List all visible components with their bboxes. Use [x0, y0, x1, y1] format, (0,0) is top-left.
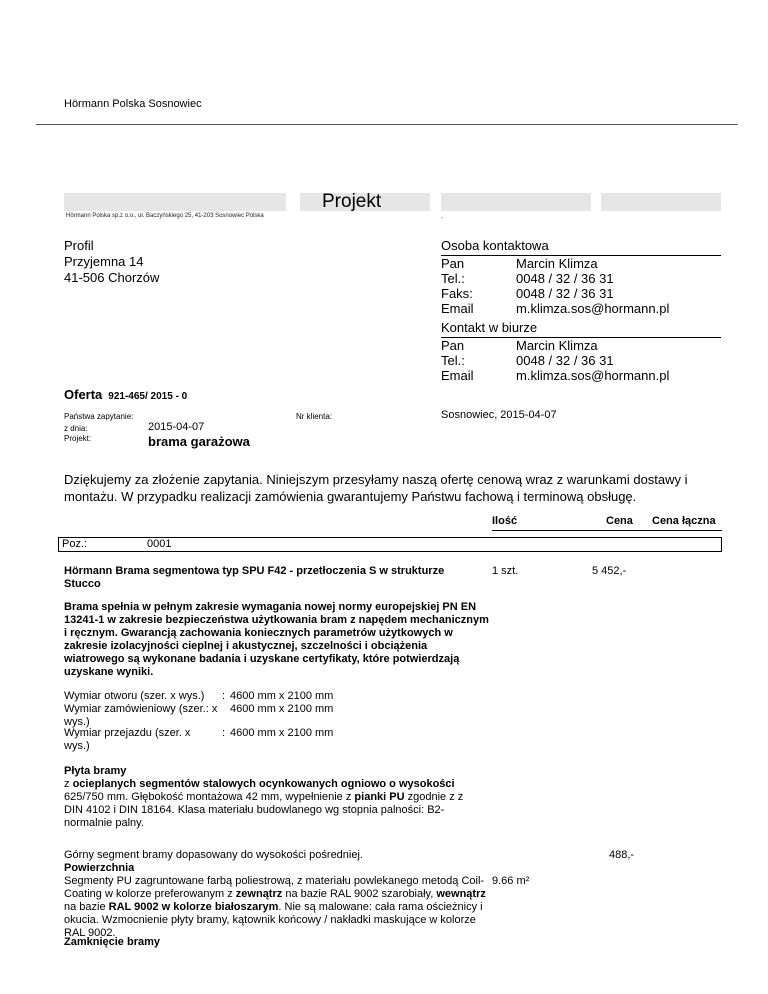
office-phone: 0048 / 32 / 36 31: [516, 353, 614, 368]
product-price: 5 452,-: [592, 565, 627, 577]
dim-order-value: 4600 mm x 2100 mm: [230, 703, 334, 715]
panel-text-mid: 625/750 mm. Głębokość montażowa 42 mm, wypełnienie z: [64, 791, 355, 803]
dim-passage-label: Wymiar przejazdu (szer. x wys.): [64, 727, 191, 752]
panel-heading: Płyta bramy: [64, 765, 127, 777]
client-number-label: Nr klienta:: [296, 412, 333, 421]
surface-text-3: na bazie: [64, 901, 109, 913]
dim-order-label: Wymiar zamówieniowy (szer.: x wys.): [64, 703, 218, 728]
dim-opening-colon: :: [222, 690, 226, 702]
surface-bold-2: wewnątrz: [436, 888, 486, 900]
contact-fax: 0048 / 32 / 36 31: [516, 286, 614, 301]
contact-salutation-label: Pan: [441, 256, 465, 271]
recipient-address: [64, 238, 159, 286]
price-header: Cena: [606, 515, 633, 527]
intro-text: Dziękujemy za złożenie zapytania. Niniejszym przesyłamy naszą ofertę cenową wraz z warunkami dostawy i montażu. W przypadku realizacji zamówienia gwarantujemy Państwu fachową i terminową obsługę.: [64, 472, 688, 504]
panel-text-pre: z: [64, 778, 73, 790]
total-header: Cena łączna: [652, 515, 716, 527]
header-bar-left: [64, 193, 286, 211]
norm-text: Brama spełnia w pełnym zakresie wymagania nowej normy europejskiej PN EN 13241-1 w zakresie bezpieczeństwa użytkowania bram z napędem mechanicznym i ręcznym. Gwarancją zachowania koniecznych parametrów użytkowych w zakresie izolacyjności cieplnej i akustycznej, szczelności i obciążenia wiatrowego są wykonane badania i uzyskane certyfikaty, które potwierdzają uzyskane wyniki.: [64, 601, 489, 678]
office-email-label: Email: [441, 368, 474, 383]
surface-heading: Powierzchnia: [64, 862, 135, 874]
project-value: brama garażowa: [148, 434, 250, 449]
qty-header: Ilość: [492, 515, 518, 527]
surface-bold-3: RAL 9002 w kolorze białoszarym: [108, 901, 279, 913]
inquiry-label: Państwa zapytanie:: [64, 412, 134, 421]
closing-heading: Zamknięcie bramy: [64, 936, 160, 948]
date-label: z dnia:: [64, 424, 88, 433]
product-title: Hörmann Brama segmentowa typ SPU F42 - przetłoczenia S w strukturze Stucco: [64, 565, 445, 590]
position-number: 0001: [147, 538, 172, 550]
header-divider: [36, 124, 738, 125]
top-segment-text: Górny segment bramy dopasowany do wysokości pośredniej.: [64, 849, 363, 861]
recipient-street: Przyjemna 14: [64, 254, 144, 269]
position-label: Poz.:: [62, 538, 88, 550]
contact-email-label: Email: [441, 301, 474, 316]
panel-description: [64, 778, 482, 830]
office-name: Marcin Klimza: [516, 338, 598, 353]
surface-text-1: Segmenty PU zagruntowane farbą poliestrową, z materiału powlekanego metodą Coil-Coating w kolorze preferowanym z: [64, 875, 485, 900]
contact-email[interactable]: m.klimza.sos@hormann.pl: [516, 301, 670, 316]
surface-description: [64, 875, 490, 940]
dim-opening-value: 4600 mm x 2100 mm: [230, 690, 334, 702]
contact-phone: 0048 / 32 / 36 31: [516, 271, 614, 286]
place-date: Sosnowiec, 2015-04-07: [441, 409, 557, 421]
office-salutation-label: Pan: [441, 338, 465, 353]
company-name: Hörmann Polska Sosnowiec: [64, 98, 202, 110]
dim-passage-value: 4600 mm x 2100 mm: [230, 727, 334, 739]
sender-address: Hörmann Polska sp.z o.o., ul. Baczyńskiego 25, 41-203 Sosnowiec Polska: [66, 213, 264, 219]
office-email[interactable]: m.klimza.sos@hormann.pl: [516, 368, 670, 383]
dimensions-list: [64, 690, 394, 750]
surface-bold-1: zewnątrz: [235, 888, 283, 900]
contact-phone-label: Tel.:: [441, 271, 465, 286]
position-header-row: [58, 537, 722, 552]
panel-text-bold1: ocieplanych segmentów stalowych ocynkowanych ogniowo o wysokości: [72, 778, 455, 790]
dim-opening-label: Wymiar otworu (szer. x wys.): [64, 690, 205, 702]
panel-text-bold2: pianki PU: [354, 791, 405, 803]
document-title: Projekt: [322, 191, 382, 212]
header-dot: .: [441, 213, 443, 220]
offer-number: 921-465/ 2015 - 0: [108, 391, 188, 402]
surface-text-4: . Nie są malowane: cała rama ościeżnicy i okucia. Wzmocnienie płyty bramy, kątownik końcowy / nakładki maskujące w kolorze RAL 9002.: [64, 901, 483, 939]
surface-qty: 9.66 m²: [492, 875, 530, 887]
offer-label: Oferta: [64, 387, 103, 402]
contact-heading: Osoba kontaktowa: [441, 238, 721, 256]
recipient-city: 41-506 Chorzów: [64, 270, 160, 285]
date-value: 2015-04-07: [148, 421, 205, 433]
project-label: Projekt:: [64, 434, 92, 443]
table-header-underline: [492, 530, 722, 531]
header-bar-right: [441, 193, 591, 211]
top-segment-price: 488,-: [609, 849, 635, 861]
panel-text-post: zgodnie z z DIN 4102 i DIN 18164. Klasa materiału budowlanego wg stopnia palności: B2- normalnie palny.: [64, 791, 464, 829]
contact-fax-label: Faks:: [441, 286, 473, 301]
office-phone-label: Tel.:: [441, 353, 465, 368]
surface-text-2: na bazie RAL 9002 szarobiały,: [282, 888, 437, 900]
header-bar-far-right: [601, 193, 721, 211]
dim-passage-colon: :: [222, 727, 226, 739]
recipient-name: Profil: [64, 238, 94, 253]
office-details: [441, 338, 731, 384]
contact-details: [441, 256, 731, 318]
product-qty: 1 szt.: [492, 565, 519, 577]
office-heading: Kontakt w biurze: [441, 320, 721, 338]
contact-name: Marcin Klimza: [516, 256, 598, 271]
offer-title: [64, 387, 187, 402]
